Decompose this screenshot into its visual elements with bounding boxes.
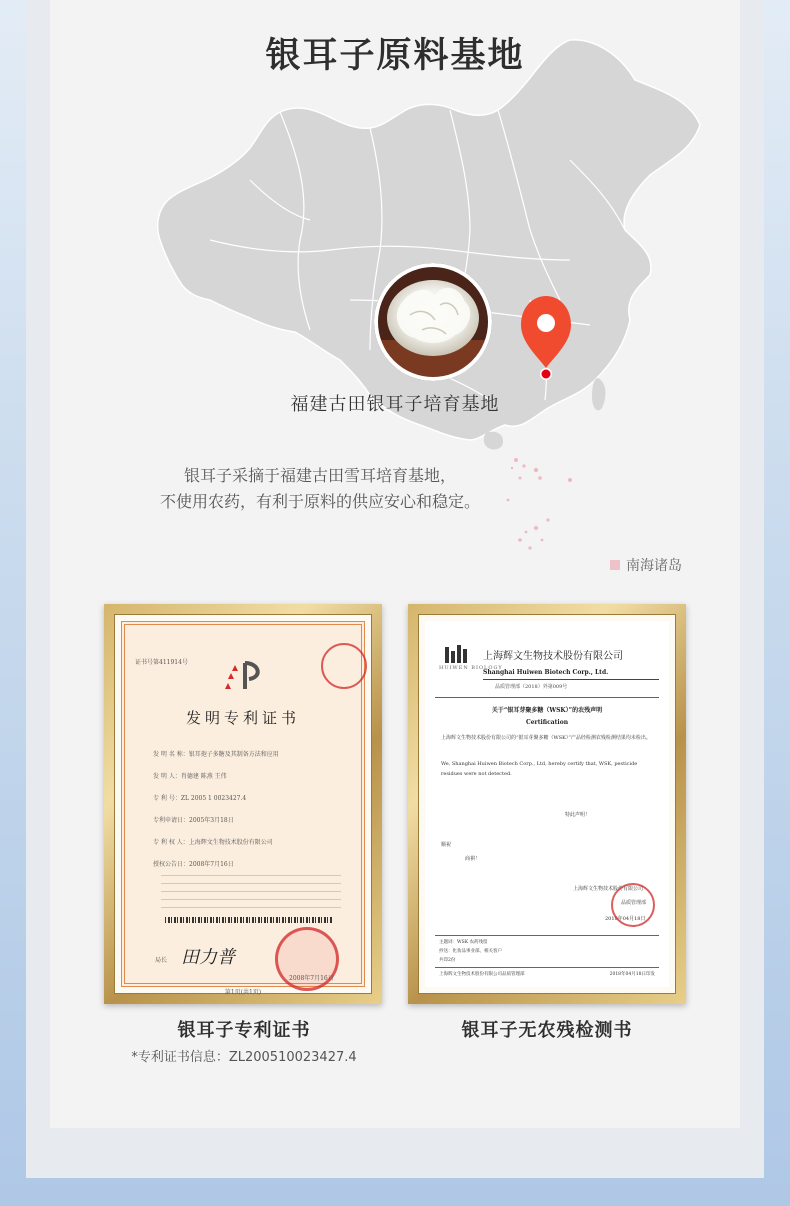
patent-top-stamp: [321, 643, 367, 689]
page-title: 银耳子原料基地: [265, 36, 525, 76]
test-subject: 关于“银耳芽聚多糖（WSK）”的农残声明: [491, 707, 603, 714]
test-sign-company: 上海辉文生物技术股份有限公司: [573, 886, 644, 892]
test-greeting-1: 顺祝: [441, 842, 452, 848]
test-doc-number: 品质管理部（2018）外第009号: [495, 684, 568, 690]
test-meta-3: 共印2份: [439, 958, 456, 963]
patent-cert-number: 证书号第411914号: [135, 659, 188, 666]
patent-row-2: 发 明 人：肖德建 陈燕 王伟: [153, 773, 227, 780]
test-company-cn: 上海辉文生物技术股份有限公司: [483, 651, 623, 662]
patent-row-4: 专利申请日：2005年3月18日: [153, 817, 234, 824]
huiwen-logo-icon: [445, 645, 467, 663]
patent-row-6: 授权公告日：2008年7月16日: [153, 861, 234, 868]
test-company-en: Shanghai Huiwen Biotech Corp., Ltd.: [483, 669, 609, 676]
patent-text-line-5: [161, 907, 341, 908]
description: [90, 463, 550, 515]
test-footer-right: 2018年04月18日印发: [609, 972, 655, 977]
map-hainan: [484, 432, 503, 450]
patent-text-line-3: [161, 891, 341, 892]
content-card: [50, 0, 740, 1128]
patent-date: 2008年7月16日: [289, 975, 334, 982]
patent-row-5: 专 利 权 人：上海辉文生物技术股份有限公司: [153, 839, 273, 846]
base-location-label: 福建古田银耳子培育基地: [290, 394, 500, 415]
legend-label: 南海诸岛: [626, 558, 682, 574]
huiwen-logo-text: HUIWEN BIOLOGY: [439, 665, 503, 671]
description-line-2: 不使用农药，有利于原料的供应安心和稳定。: [159, 492, 480, 511]
patent-certificate: [121, 621, 365, 996]
patent-page-footer: 第1页(共1页): [224, 989, 262, 996]
test-footer-left: 上海辉文生物技术股份有限公司品质管理部: [439, 972, 525, 977]
test-sign-date: 2018年04月18日: [605, 916, 646, 922]
test-body-cn: 上海辉文生物技术股份有限公司的“银耳芽聚多糖（WSK）”产品经检测农残检测结果均未检出。: [441, 735, 651, 741]
map-taiwan: [592, 378, 605, 410]
test-meta-1: 主题词：WSK 农药残留: [439, 940, 488, 945]
test-sign-dept: 品质管理部: [621, 900, 647, 906]
test-footer-rule-1: [435, 935, 659, 936]
patent-row-3: 专 利 号：ZL 2005 1 0023427.4: [153, 795, 247, 802]
patent-doc-title: 发明专利证书: [185, 709, 300, 727]
test-red-rule: [435, 697, 659, 698]
test-greeting-2: 商祺！: [465, 856, 481, 862]
patent-signature: 田力普: [181, 947, 235, 968]
test-header-rule: [483, 679, 659, 680]
patent-text-line-1: [161, 875, 341, 876]
test-footer-rule-2: [435, 967, 659, 968]
patent-signer-label: 局长: [155, 957, 168, 964]
test-certificate-frame[interactable]: [408, 604, 686, 1004]
test-certificate-mat: [418, 614, 676, 994]
test-closing: 特此声明！: [565, 812, 591, 818]
test-meta-2: 抄送：化妆品事业部、相关客户: [439, 949, 502, 954]
test-certificate: [425, 621, 669, 987]
description-line-1: 银耳子采摘于福建古田雪耳培育基地，: [183, 466, 456, 485]
patent-info: *专利证书信息：ZL200510023427.4: [131, 1050, 357, 1065]
patent-certificate-mat: [114, 614, 372, 994]
patent-text-line-2: [161, 883, 341, 884]
test-caption: 银耳子无农残检测书: [461, 1020, 633, 1041]
test-heading: Certification: [525, 719, 569, 726]
test-company-seal: [611, 883, 655, 927]
patent-caption: 银耳子专利证书: [177, 1020, 311, 1041]
south-sea-legend: [610, 555, 682, 575]
legend-swatch: [610, 560, 620, 570]
patent-barcode: [165, 917, 333, 923]
patent-certificate-frame[interactable]: [104, 604, 382, 1004]
patent-row-1: 发 明 名 称：银耳孢子多糖及其制备方法和应用: [153, 751, 279, 758]
patent-text-line-4: [161, 899, 341, 900]
test-body-en: We, Shanghai Huiwen Biotech Corp., Ltd, hereby certify that, WSK, pesticide residues were not detected.: [441, 761, 638, 777]
patent-office-logo: [225, 659, 271, 693]
